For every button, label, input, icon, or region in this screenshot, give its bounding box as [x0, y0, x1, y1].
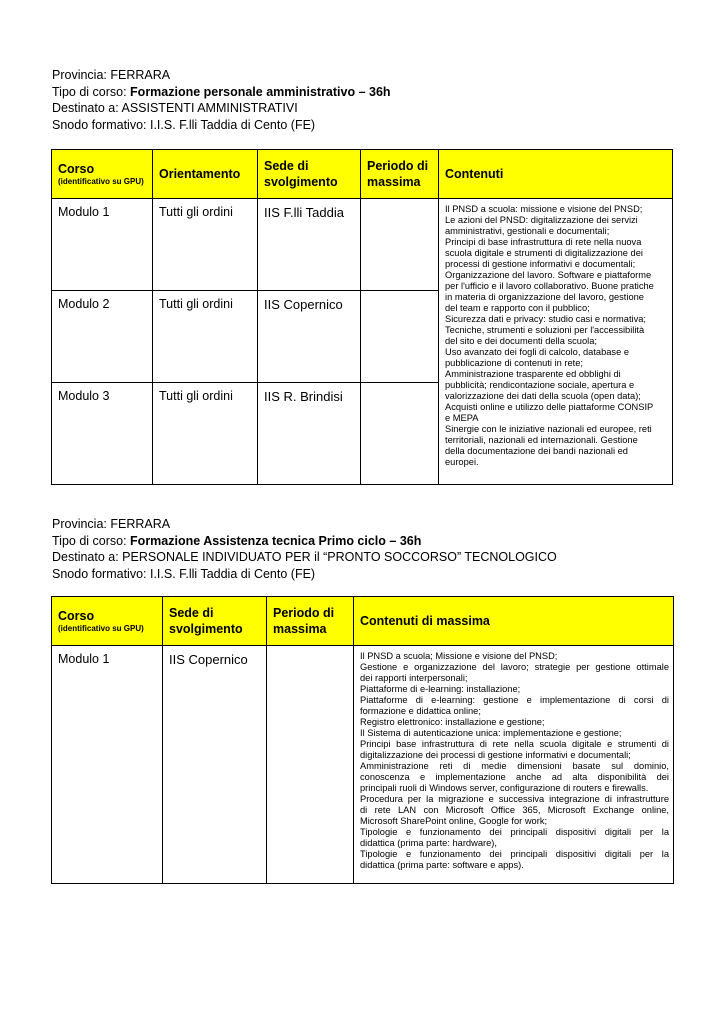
sede-cell: IIS Copernico — [258, 291, 361, 383]
periodo-cell — [267, 646, 354, 884]
table-row — [52, 646, 674, 884]
header-periodo: Periodo di massima — [267, 597, 354, 646]
modulo-cell: Modulo 1 — [52, 646, 163, 884]
contenuti-line: Il PNSD a scuola: missione e visione del PNSD; — [445, 204, 643, 214]
contenuti-line: Le azioni del PNSD: digitalizzazione dei servizi — [445, 215, 638, 225]
contenuti-line: Tecniche, strumenti e soluzioni per l'accessibilità — [445, 325, 645, 335]
contenuti-line: territoriali, nazionali ed internazionali. Gestione — [445, 435, 638, 445]
sede-cell: IIS F.lli Taddia — [258, 199, 361, 291]
contenuti-line: scuola digitale e strumenti di digitalizzazione dei — [445, 248, 643, 258]
tipo-value: Formazione personale amministrativo – 36h — [130, 84, 391, 99]
sede-cell: IIS R. Brindisi — [258, 383, 361, 485]
modulo-cell: Modulo 2 — [52, 291, 153, 383]
table-row — [52, 199, 673, 291]
header-sede: Sede di svolgimento — [258, 150, 361, 199]
course-info-1 — [52, 67, 391, 133]
header-orientamento: Orientamento — [153, 150, 258, 199]
course-table-1 — [51, 149, 673, 485]
contenuti-line: Il Sistema di autenticazione unica: implementazione e gestione; — [360, 728, 622, 738]
header-corso: Corso (identificativo su GPU) — [52, 150, 153, 199]
course-table-2 — [51, 596, 674, 884]
contenuti-line: in materia di organizzazione del lavoro, gestione — [445, 292, 644, 302]
contenuti-line: Tipologie e funzionamento dei principali dispositivi digitali per la — [360, 827, 669, 837]
contenuti-line: Amministrazione reti di medie dimensioni basate sul dominio, — [360, 761, 669, 771]
contenuti-line: formazione e didattica online; — [360, 706, 481, 716]
tipo-line — [52, 84, 391, 101]
provincia-line: Provincia: FERRARA — [52, 517, 171, 531]
contenuti-line: didattica (prima parte: software e apps). — [360, 860, 524, 870]
contenuti-line: Acquisti online e utilizzo delle piattaforme CONSIP — [445, 402, 654, 412]
contenuti-line: conoscenza e implementazione anche ad alta disponibilità dei — [360, 772, 669, 782]
contenuti-line: digitalizzazione dei processi di gestione informativi e documentali; — [360, 750, 631, 760]
contenuti-line: di rete LAN con Microsoft Office 365, Microsoft Exchange online, — [360, 805, 669, 815]
contenuti-line: processi di gestione informativi e documentali; — [445, 259, 636, 269]
contenuti-line: Sinergie con le iniziative nazionali ed europee, reti — [445, 424, 652, 434]
header-contenuti: Contenuti — [439, 150, 673, 199]
contenuti-cell — [354, 646, 674, 884]
tipo-value: Formazione Assistenza tecnica Primo ciclo – 36h — [130, 533, 422, 548]
header-sede: Sede di svolgimento — [163, 597, 267, 646]
contenuti-line: Procedura per la migrazione e successiva integrazione di infrastrutture — [360, 794, 669, 804]
header-corso-sub: (identificativo su GPU) — [58, 624, 144, 633]
snodo-line: Snodo formativo: I.I.S. F.lli Taddia di Cento (FE) — [52, 566, 316, 581]
contenuti-cell — [439, 199, 673, 485]
contenuti-line: Piattaforme di e-learning: installazione; — [360, 684, 521, 694]
contenuti-line: della documentazione dei bandi nazionali ed — [445, 446, 628, 456]
contenuti-line: Il PNSD a scuola; Missione e visione del PNSD; — [360, 651, 558, 661]
modulo-cell: Modulo 1 — [52, 199, 153, 291]
contenuti-line: amministrativi, gestionali e documentali; — [445, 226, 610, 236]
contenuti-line: Principi base infrastruttura di rete nella scuola digitale e strumenti di — [360, 739, 669, 749]
periodo-cell — [361, 383, 439, 485]
modulo-cell: Modulo 3 — [52, 383, 153, 485]
contenuti-line: didattica (prima parte: hardware), — [360, 838, 497, 848]
contenuti-line: Gestione e organizzazione del lavoro; strategie per gestione ottimale — [360, 662, 669, 672]
orientamento-cell: Tutti gli ordini — [153, 383, 258, 485]
tipo-label: Tipo di corso: — [52, 84, 131, 99]
contenuti-line: Organizzazione del lavoro. Software e piattaforme — [445, 270, 652, 280]
course-info-2 — [52, 516, 557, 582]
provincia-line: Provincia: FERRARA — [52, 68, 171, 82]
header-corso-sub: (identificativo su GPU) — [58, 177, 144, 186]
contenuti-line: pubblicità; rendicontazione sociale, apertura e — [445, 380, 635, 390]
contenuti-line: pubblicazione di contenuti in rete; — [445, 358, 583, 368]
header-contenuti: Contenuti di massima — [354, 597, 674, 646]
destinato-line: Destinato a: ASSISTENTI AMMINISTRATIVI — [52, 101, 298, 115]
orientamento-cell: Tutti gli ordini — [153, 291, 258, 383]
snodo-line: Snodo formativo: I.I.S. F.lli Taddia di Cento (FE) — [52, 117, 316, 132]
header-periodo: Periodo di massima — [361, 150, 439, 199]
contenuti-line: del team e rapporto con il pubblico; — [445, 303, 590, 313]
contenuti-line: valorizzazione dei dati della scuola (open data); — [445, 391, 641, 401]
contenuti-line: Amministrazione trasparente ed obblighi di — [445, 369, 621, 379]
contenuti-line: Uso avanzato dei fogli di calcolo, database e — [445, 347, 629, 357]
contenuti-line: Registro elettronico: installazione e gestione; — [360, 717, 545, 727]
contenuti-line: Tipologie e funzionamento dei principali dispositivi digitali per la — [360, 849, 669, 859]
periodo-cell — [361, 199, 439, 291]
table-header — [52, 597, 674, 646]
contenuti-line: Microsoft SharePoint online, Google for work; — [360, 816, 548, 826]
destinato-line: Destinato a: PERSONALE INDIVIDUATO PER il “PRONTO SOCCORSO” TECNOLOGICO — [52, 550, 557, 564]
contenuti-line: del sito e dei documenti della scuola; — [445, 336, 597, 346]
contenuti-line: europei. — [445, 457, 479, 467]
contenuti-line: e MEPA — [445, 413, 479, 423]
contenuti-line: per l'ufficio e il lavoro collaborativo. Buone pratiche — [445, 281, 654, 291]
periodo-cell — [361, 291, 439, 383]
orientamento-cell: Tutti gli ordini — [153, 199, 258, 291]
contenuti-line: principali ruoli di Windows server, configurazione di routers e firewalls. — [360, 783, 649, 793]
contenuti-line: Piattaforme di e-learning: gestione e implementazione di corsi di — [360, 695, 669, 705]
sede-cell: IIS Copernico — [163, 646, 267, 884]
table-header — [52, 150, 673, 199]
tipo-label: Tipo di corso: — [52, 533, 131, 548]
contenuti-line: dei rapporti interpersonali; — [360, 673, 468, 683]
header-corso: Corso (identificativo su GPU) — [52, 597, 163, 646]
tipo-line — [52, 533, 557, 550]
contenuti-line: Principi di base infrastruttura di rete nella nuova — [445, 237, 642, 247]
contenuti-line: Sicurezza dati e privacy: studio casi e normativa; — [445, 314, 647, 324]
